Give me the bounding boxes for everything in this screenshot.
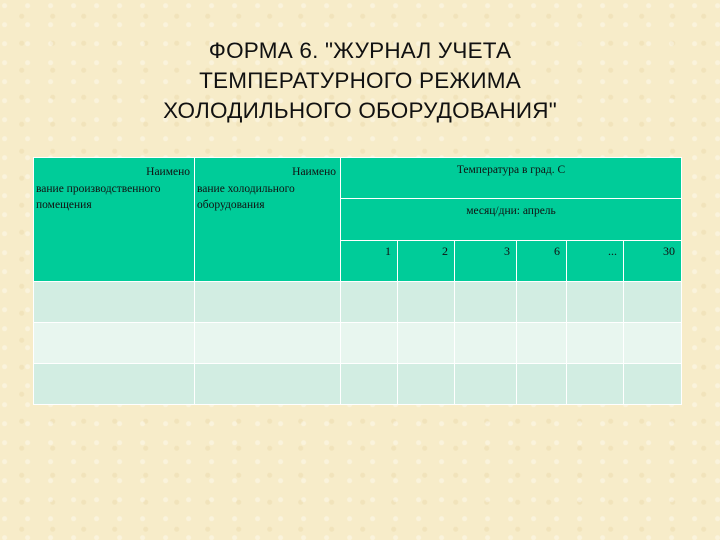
- table-cell: [624, 364, 682, 405]
- table-cell: [398, 364, 455, 405]
- table-cell: [34, 323, 195, 364]
- table-cell: [517, 364, 567, 405]
- table-cell: [341, 364, 398, 405]
- day-label: 30: [663, 244, 675, 258]
- header-equipment-name-rest: вание холодильного оборудования: [197, 182, 295, 211]
- title-line-2: ТЕМПЕРАТУРНОГО РЕЖИМА: [199, 68, 521, 93]
- header-equipment-name-first: Наимено: [292, 166, 336, 178]
- table-cell: [398, 282, 455, 323]
- day-cell: [517, 241, 567, 282]
- header-equipment-name: [195, 158, 341, 282]
- title-line-1: ФОРМА 6. "ЖУРНАЛ УЧЕТА: [208, 38, 512, 63]
- day-cell: [624, 241, 682, 282]
- table-cell: [567, 282, 624, 323]
- day-label: 3: [504, 244, 510, 258]
- header-room-name: [34, 158, 195, 282]
- header-temperature-label: Температура в град. С: [456, 164, 566, 176]
- table-cell: [624, 282, 682, 323]
- table-cell: [567, 323, 624, 364]
- header-month-label: месяц/дни: апрель: [466, 205, 556, 217]
- day-label: ...: [608, 244, 617, 258]
- table-cell: [195, 282, 341, 323]
- day-cell: [455, 241, 517, 282]
- table-cell: [341, 323, 398, 364]
- table-cell: [34, 282, 195, 323]
- table-cell: [455, 323, 517, 364]
- table-cell: [341, 282, 398, 323]
- header-room-name-rest: вание производственного помещения: [36, 182, 161, 211]
- day-label: 6: [554, 244, 560, 258]
- day-label: 1: [385, 244, 391, 258]
- header-month: [341, 199, 682, 241]
- table-cell: [398, 323, 455, 364]
- table-cell: [455, 364, 517, 405]
- table-cell: [567, 364, 624, 405]
- title-line-3: ХОЛОДИЛЬНОГО ОБОРУДОВАНИЯ": [163, 98, 557, 123]
- table-row: [34, 364, 682, 405]
- header-room-name-first: Наимено: [146, 166, 190, 178]
- temperature-journal-table: [33, 157, 682, 405]
- table-cell: [455, 282, 517, 323]
- table-row: [34, 282, 682, 323]
- day-label: 2: [442, 244, 448, 258]
- table-cell: [624, 323, 682, 364]
- table-cell: [195, 364, 341, 405]
- day-cell: [398, 241, 455, 282]
- table-row: [34, 323, 682, 364]
- day-cell: [567, 241, 624, 282]
- day-cell: [341, 241, 398, 282]
- page-title: [60, 36, 660, 126]
- header-temperature: [341, 158, 682, 199]
- table-cell: [517, 323, 567, 364]
- table-cell: [34, 364, 195, 405]
- table-cell: [517, 282, 567, 323]
- table-cell: [195, 323, 341, 364]
